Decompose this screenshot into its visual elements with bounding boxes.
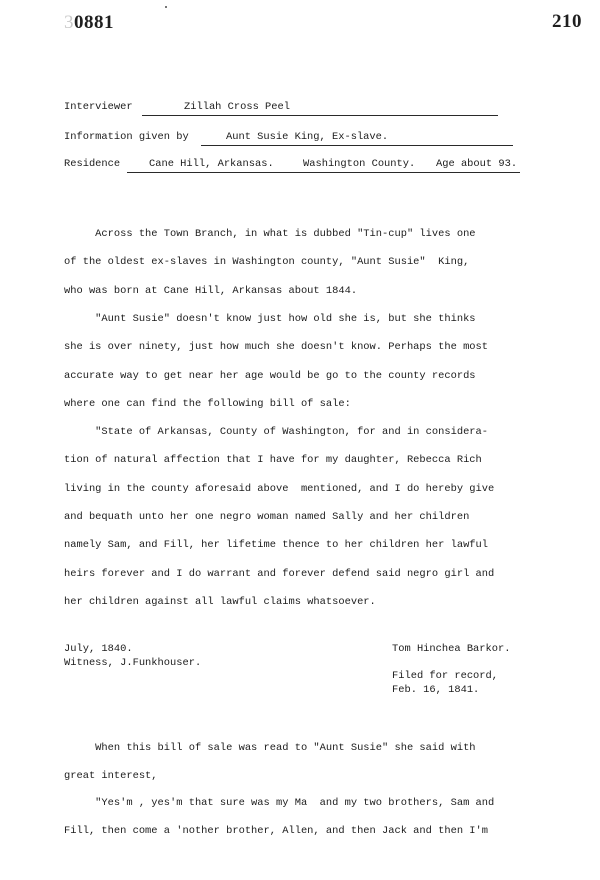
bill-signer: Tom Hinchea Barkor. (392, 643, 511, 655)
body-line: who was born at Cane Hill, Arkansas about 1844. (64, 284, 358, 297)
info-value: Aunt Susie King, Ex-slave. (226, 131, 389, 143)
body-line: Across the Town Branch, in what is dubbed "Tin-cup" lives one (64, 228, 476, 240)
body-line: "Aunt Susie" doesn't know just how old she is, but she thinks (64, 312, 476, 325)
residence-field (127, 158, 520, 173)
interviewer-value: Zillah Cross Peel (184, 101, 291, 113)
body-line: Fill, then come a 'nother brother, Allen, and then Jack and then I'm (64, 824, 489, 837)
body-line: her children against all lawful claims whatsoever. (64, 595, 376, 608)
ink-speck (165, 6, 167, 8)
body-line: When this bill of sale was read to "Aunt Susie" she said with (64, 742, 476, 754)
filed-line-1: Filed for record, (392, 670, 499, 682)
page-number: 210 (552, 11, 582, 32)
body-line: great interest, (64, 769, 158, 782)
interviewer-label: Interviewer (64, 101, 133, 113)
residence-place: Cane Hill, Arkansas. (149, 158, 274, 170)
interviewer-field (142, 101, 498, 116)
residence-label: Residence (64, 158, 121, 170)
body-line: she is over ninety, just how much she doesn't know. Perhaps the most (64, 341, 489, 354)
bill-date: July, 1840. (64, 643, 133, 655)
body-line: namely Sam, and Fill, her lifetime thence to her children her lawful (64, 539, 489, 552)
body-line: heirs forever and I do warrant and forever defend said negro girl and (64, 567, 495, 580)
residence-county: Washington County. (303, 158, 416, 170)
body-line: and bequath unto her one negro woman named Sally and her children (64, 511, 470, 523)
body-line: living in the county aforesaid above mentioned, and I do hereby give (64, 482, 495, 495)
residence-age: Age about 93. (436, 158, 518, 170)
body-line: of the oldest ex-slaves in Washington county, "Aunt Susie" King, (64, 256, 470, 269)
info-field (201, 131, 513, 146)
bill-witness: Witness, J.Funkhouser. (64, 657, 202, 669)
body-line: "State of Arkansas, County of Washington, for and in considera- (64, 426, 489, 439)
body-line: tion of natural affection that I have for my daughter, Rebecca Rich (64, 454, 482, 467)
info-label: Information given by (64, 131, 189, 143)
body-line: "Yes'm , yes'm that sure was my Ma and my two brothers, Sam and (64, 797, 495, 809)
body-line: where one can find the following bill of sale: (64, 397, 351, 410)
archive-stamp-number: 30881 (64, 12, 114, 33)
body-line: accurate way to get near her age would be go to the county records (64, 369, 476, 382)
filed-line-2: Feb. 16, 1841. (392, 684, 480, 696)
